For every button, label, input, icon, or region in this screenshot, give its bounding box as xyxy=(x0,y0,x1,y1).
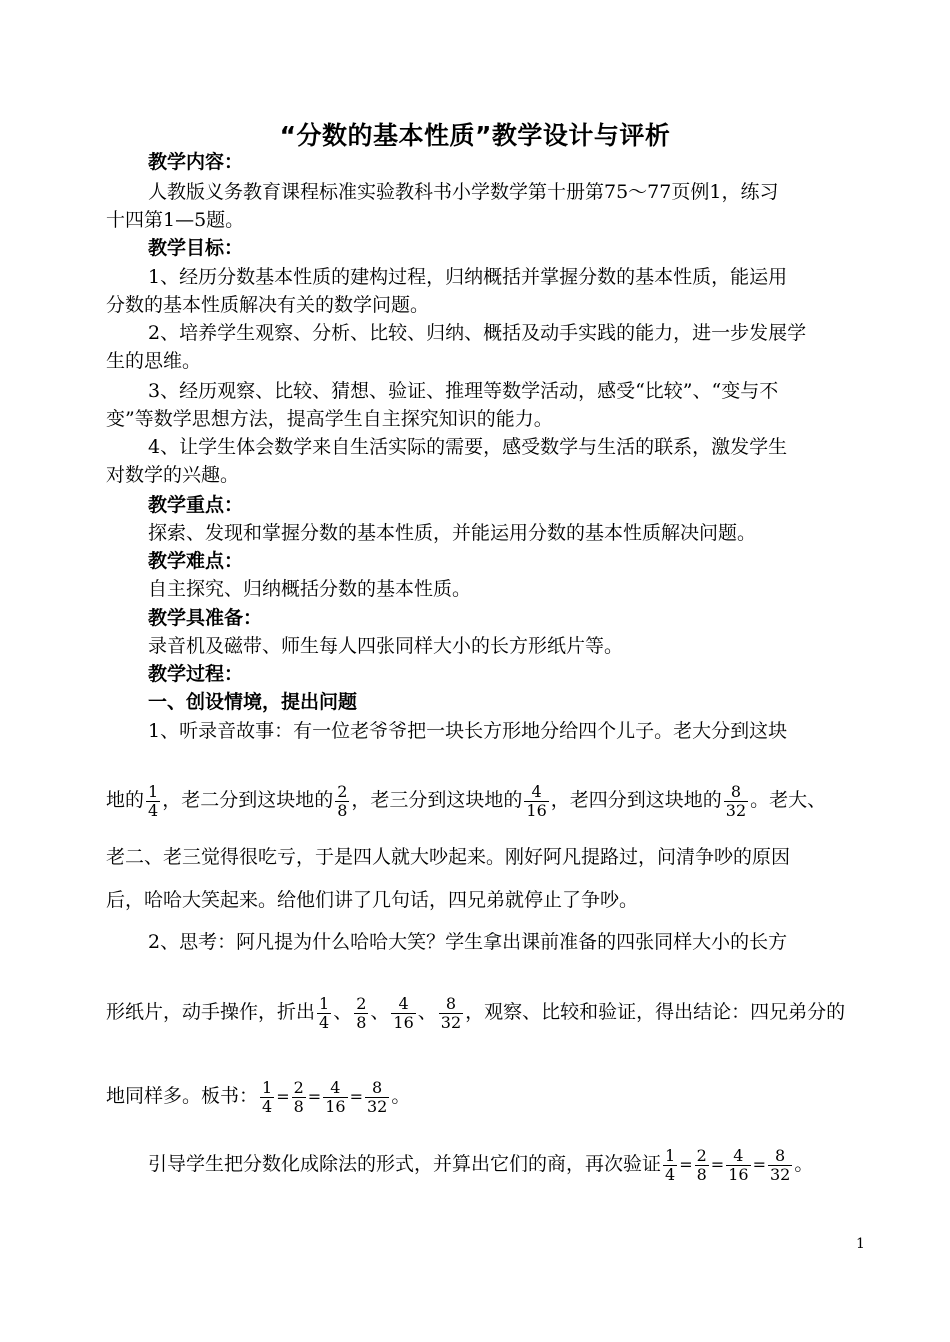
goal-line: 3、经历观察、比较、猜想、验证、推理等数学活动，感受“比较”、“变与不 xyxy=(148,380,779,402)
fraction-denominator: 32 xyxy=(440,1012,462,1032)
fraction-numerator: 4 xyxy=(398,993,409,1013)
story-line: 后，哈哈大笑起来。给他们讲了几句话，四兄弟就停止了争吵。 xyxy=(106,889,639,911)
document-title: “分数的基本性质”教学设计与评析 xyxy=(279,121,671,150)
fraction-numerator: 1 xyxy=(148,781,159,801)
equals-sign: = xyxy=(752,1155,766,1174)
fraction-1-4 xyxy=(663,1147,677,1184)
fraction-denominator: 4 xyxy=(148,800,159,820)
fraction-numerator: 1 xyxy=(319,993,330,1013)
fraction-2-8 xyxy=(354,995,368,1032)
goals-heading: 教学目标： xyxy=(148,237,244,259)
goal-line: 分数的基本性质解决有关的数学问题。 xyxy=(106,294,430,316)
fraction-numerator: 4 xyxy=(531,781,542,801)
fraction-4-16 xyxy=(391,995,415,1032)
fraction-numerator: 8 xyxy=(730,781,742,801)
story-text: ，老三分到这块地的 xyxy=(351,789,523,811)
content-heading: 教学内容： xyxy=(148,151,244,173)
key-heading: 教学重点： xyxy=(148,494,244,516)
key-text: 探索、发现和掌握分数的基本性质，并能运用分数的基本性质解决问题。 xyxy=(148,522,757,544)
fraction-denominator: 16 xyxy=(728,1164,749,1184)
equals-sign: = xyxy=(349,1087,363,1106)
goal-line: 2、培养学生观察、分析、比较、归纳、概括及动手实践的能力，进一步发展学 xyxy=(148,322,807,344)
story-line: 老二、老三觉得很吃亏，于是四人就大吵起来。刚好阿凡提路过，问清争吵的原因 xyxy=(106,846,791,868)
goal-line: 变”等数学思想方法，提高学生自主探究知识的能力。 xyxy=(106,408,553,430)
story-line: 1、听录音故事：有一位老爷爷把一块长方形地分给四个儿子。老大分到这块 xyxy=(148,720,788,742)
prep-heading: 教学具准备： xyxy=(148,607,263,629)
prep-text: 录音机及磁带、师生每人四张同样大小的长方形纸片等。 xyxy=(148,635,624,657)
fraction-denominator: 32 xyxy=(725,800,747,820)
fraction-1-4 xyxy=(260,1079,274,1116)
equals-sign: = xyxy=(276,1087,290,1106)
fraction-numerator: 2 xyxy=(337,781,348,801)
fraction-denominator: 8 xyxy=(356,1012,367,1032)
fraction-8-32 xyxy=(768,1147,792,1184)
fraction-2-8 xyxy=(695,1147,709,1184)
fraction-8-32 xyxy=(365,1079,389,1116)
equals-sign: = xyxy=(679,1155,693,1174)
fraction-numerator: 2 xyxy=(293,1077,304,1097)
equals-sign: = xyxy=(307,1087,322,1106)
think-text: ，观察、比较和验证，得出结论：四兄弟分的 xyxy=(465,1001,846,1023)
fraction-denominator: 32 xyxy=(769,1164,791,1184)
story-line-with-fractions xyxy=(106,772,868,828)
story-text: 。老大、 xyxy=(750,789,827,811)
goal-line: 对数学的兴趣。 xyxy=(106,464,240,486)
guide-line xyxy=(148,1136,868,1192)
part1-heading: 一、创设情境，提出问题 xyxy=(148,691,358,713)
fraction-denominator: 16 xyxy=(325,1096,346,1116)
fraction-denominator: 8 xyxy=(293,1096,304,1116)
difficulty-heading: 教学难点： xyxy=(148,550,244,572)
fraction-numerator: 4 xyxy=(733,1145,744,1165)
story-text: ，老二分到这块地的 xyxy=(162,789,334,811)
fraction-numerator: 4 xyxy=(330,1077,341,1097)
think-text: 形纸片，动手操作，折出 xyxy=(106,1001,316,1023)
fraction-8-32 xyxy=(724,783,748,820)
fraction-4-16 xyxy=(726,1147,750,1184)
fraction-denominator: 16 xyxy=(393,1012,414,1032)
equals-sign: = xyxy=(710,1155,725,1174)
fraction-denominator: 4 xyxy=(262,1096,273,1116)
story-text: 地的 xyxy=(106,789,145,811)
fraction-2-8 xyxy=(292,1079,306,1116)
fraction-numerator: 2 xyxy=(696,1145,707,1165)
goal-line: 4、让学生体会数学来自生活实际的需要，感受数学与生活的联系，激发学生 xyxy=(148,436,788,458)
fraction-1-4 xyxy=(146,783,160,820)
fraction-numerator: 1 xyxy=(665,1145,676,1165)
fraction-numerator: 8 xyxy=(372,1077,383,1097)
fraction-4-16 xyxy=(524,783,548,820)
think-line: 2、思考：阿凡提为什么哈哈大笑？学生拿出课前准备的四张同样大小的长方 xyxy=(148,931,788,953)
fraction-4-16 xyxy=(323,1079,347,1116)
difficulty-text: 自主探究、归纳概括分数的基本性质。 xyxy=(148,578,472,600)
story-text: ，老四分到这块地的 xyxy=(550,789,722,811)
guide-text: 。 xyxy=(794,1153,814,1175)
board-text: 。 xyxy=(391,1085,411,1107)
fraction-numerator: 2 xyxy=(356,993,367,1013)
goal-line: 生的思维。 xyxy=(106,350,202,372)
fraction-denominator: 4 xyxy=(665,1164,676,1184)
separator: 、 xyxy=(333,1001,353,1023)
fraction-numerator: 1 xyxy=(262,1077,273,1097)
goal-line: 1、经历分数基本性质的建构过程，归纳概括并掌握分数的基本性质，能运用 xyxy=(148,266,788,288)
fraction-1-4 xyxy=(317,995,331,1032)
fraction-denominator: 16 xyxy=(526,800,547,820)
guide-text: 引导学生把分数化成除法的形式，并算出它们的商，再次验证 xyxy=(148,1153,662,1175)
fraction-2-8 xyxy=(335,783,349,820)
board-text: 地同样多。板书： xyxy=(106,1085,259,1107)
fraction-denominator: 8 xyxy=(696,1164,707,1184)
content-line: 人教版义务教育课程标准实验教科书小学数学第十册第75～77页例1，练习 xyxy=(148,181,779,203)
board-line xyxy=(106,1068,868,1124)
process-heading: 教学过程： xyxy=(148,663,244,685)
separator: 、 xyxy=(370,1001,390,1023)
fraction-numerator: 8 xyxy=(445,993,457,1013)
fraction-denominator: 32 xyxy=(366,1096,388,1116)
page-number: 1 xyxy=(856,1236,865,1252)
think-line-with-fractions xyxy=(106,984,868,1040)
fraction-8-32 xyxy=(439,995,463,1032)
content-line: 十四第1—5题。 xyxy=(106,209,245,231)
fraction-numerator: 8 xyxy=(775,1145,786,1165)
separator: 、 xyxy=(417,1001,437,1023)
fraction-denominator: 4 xyxy=(319,1012,330,1032)
fraction-denominator: 8 xyxy=(337,800,348,820)
